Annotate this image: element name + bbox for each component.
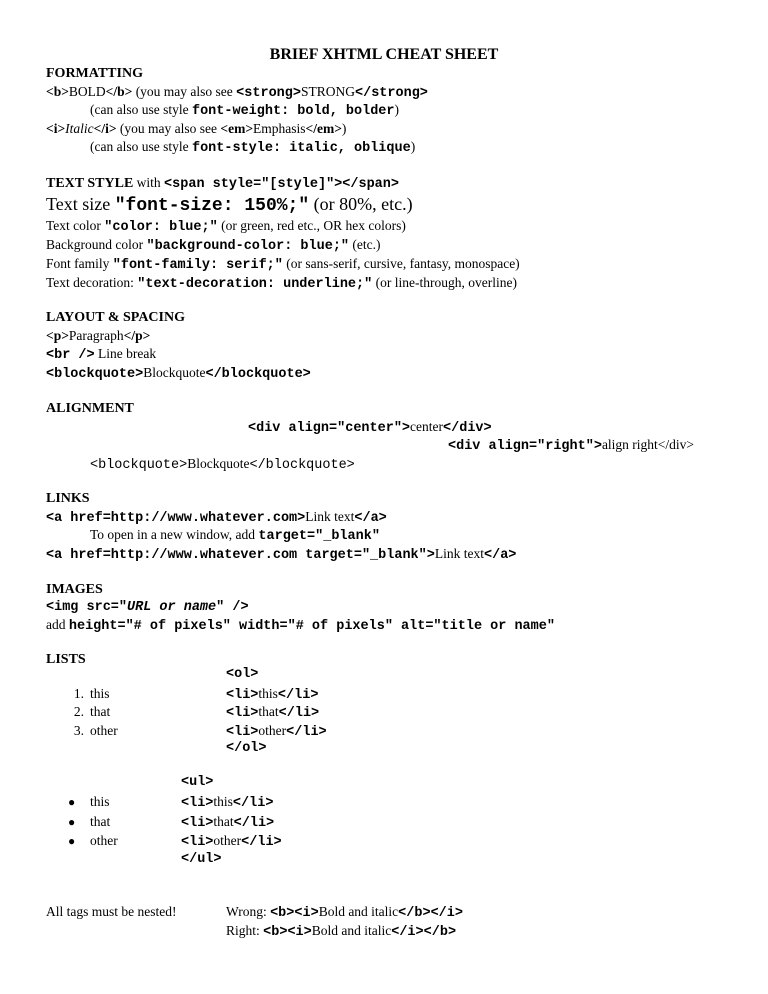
b-close: </b> xyxy=(105,84,133,99)
blockquote-line xyxy=(46,364,311,384)
li-text: this xyxy=(213,794,233,809)
align-right-text: align right</div> xyxy=(601,437,695,452)
li-close: </li> xyxy=(286,725,327,740)
link2-text: Link text xyxy=(434,546,484,561)
layout-heading: LAYOUT & SPACING xyxy=(46,310,185,325)
li-open: <li> xyxy=(181,835,214,850)
new-window-pre: To open in a new window, add xyxy=(90,527,259,542)
nesting-note: All tags must be nested! xyxy=(46,904,177,919)
align-bq-open: <blockquote> xyxy=(90,458,188,473)
br-tag: <br /> xyxy=(46,348,95,363)
align-center-open: <div align="center"> xyxy=(248,421,411,436)
ul-item-3: other xyxy=(90,833,118,848)
p-open: <p> xyxy=(46,328,69,343)
strong-open: <strong> xyxy=(236,86,301,101)
br-text: Line break xyxy=(94,346,157,361)
bullet-icon: ● xyxy=(68,834,76,848)
text-decoration-line xyxy=(46,274,517,294)
ul-code-1 xyxy=(181,793,273,813)
text-size-line xyxy=(46,193,413,217)
text-style-code: <span style="[style]"></span> xyxy=(164,177,399,192)
italic-style-code: font-style: italic, oblique xyxy=(191,141,411,156)
bg-color-post: (etc.) xyxy=(349,237,381,252)
br-line xyxy=(46,345,156,365)
li-text: other xyxy=(258,723,287,738)
ol-code-1 xyxy=(226,685,318,705)
bold-pre: (you may also see xyxy=(132,84,237,99)
li-close: </li> xyxy=(241,835,282,850)
italic-style-line xyxy=(90,138,415,158)
ul-code-2 xyxy=(181,813,274,833)
alignment-heading: ALIGNMENT xyxy=(46,401,134,416)
img-attrs-line xyxy=(46,616,555,636)
ol-code-3 xyxy=(226,722,327,742)
link1-open: <a href=http://www.whatever.com> xyxy=(46,511,306,526)
li-close: </li> xyxy=(233,816,275,831)
links-heading: LINKS xyxy=(46,491,90,506)
wrong-open: <b><i> xyxy=(270,906,319,921)
ol-close: </ol> xyxy=(226,741,267,756)
bold-style-code: font-weight: bold, bolder xyxy=(191,104,395,119)
paragraph-line xyxy=(46,327,150,345)
right-label: Right: xyxy=(226,923,264,938)
img-line xyxy=(46,597,249,617)
text-color-line xyxy=(46,217,406,237)
bold-style-line xyxy=(90,101,399,121)
p-close: </p> xyxy=(123,328,151,343)
bold-style-post: ) xyxy=(394,102,400,117)
text-style-heading: TEXT STYLE xyxy=(46,176,134,191)
li-text: this xyxy=(258,686,278,701)
li-open: <li> xyxy=(181,816,214,831)
font-family-post: (or sans-serif, cursive, fantasy, monospace) xyxy=(282,256,520,271)
strong-text: STRONG xyxy=(300,84,355,99)
strong-close: </strong> xyxy=(355,86,428,101)
wrong-label: Wrong: xyxy=(226,904,271,919)
wrong-text: Bold and italic xyxy=(318,904,399,919)
link1-close: </a> xyxy=(354,511,387,526)
em-open: <em> xyxy=(220,121,254,136)
li-open: <li> xyxy=(226,706,259,721)
li-open: <li> xyxy=(226,688,259,703)
bold-style-pre: (can also use style xyxy=(90,102,192,117)
bg-color-line xyxy=(46,236,381,256)
img-italic: URL or name xyxy=(127,600,217,615)
link2-close: </a> xyxy=(484,548,517,563)
align-right-line xyxy=(448,436,694,456)
right-open: <b><i> xyxy=(263,925,312,940)
formatting-heading: FORMATTING xyxy=(46,66,143,81)
align-center-close: </div> xyxy=(443,421,492,436)
img-open: <img src=" xyxy=(46,600,128,615)
bg-color-code: "background-color: blue;" xyxy=(146,239,350,254)
bullet-icon: ● xyxy=(68,795,76,809)
link1-line xyxy=(46,508,387,528)
link2-line xyxy=(46,545,516,565)
li-text: that xyxy=(258,704,279,719)
font-family-code: "font-family: serif;" xyxy=(112,258,283,273)
text-color-pre: Text color xyxy=(46,218,105,233)
li-text: other xyxy=(213,833,242,848)
ol-item-3: other xyxy=(90,723,118,738)
align-blockquote-line xyxy=(90,455,355,475)
li-open: <li> xyxy=(226,725,259,740)
align-center-line xyxy=(248,418,492,438)
i-open: <i> xyxy=(46,121,66,136)
ul-item-2: that xyxy=(90,814,111,829)
ul-open: <ul> xyxy=(181,775,214,790)
text-color-code: "color: blue;" xyxy=(104,220,218,235)
ul-item-1: this xyxy=(90,794,110,809)
text-color-post: (or green, red etc., OR hex colors) xyxy=(217,218,406,233)
bq-text: Blockquote xyxy=(143,365,206,380)
bg-color-pre: Background color xyxy=(46,237,147,252)
ul-close: </ul> xyxy=(181,852,222,867)
i-close: </i> xyxy=(93,121,117,136)
text-size-post: (or 80%, etc.) xyxy=(309,194,413,214)
text-decoration-code: "text-decoration: underline;" xyxy=(137,277,373,292)
img-attrs-pre: add xyxy=(46,617,69,632)
text-decoration-post: (or line-through, overline) xyxy=(372,275,517,290)
li-open: <li> xyxy=(181,796,214,811)
ol-code-2 xyxy=(226,703,319,723)
font-family-line xyxy=(46,255,520,275)
italic-pre: (you may also see xyxy=(116,121,221,136)
link2-open: <a href=http://www.whatever.com target="_blank"> xyxy=(46,548,435,563)
text-style-heading-line xyxy=(46,174,399,194)
align-right-open: <div align="right"> xyxy=(448,439,602,454)
align-bq-text: Blockquote xyxy=(187,456,250,471)
img-attrs-code: height="# of pixels" width="# of pixels" alt="title or name" xyxy=(68,619,555,634)
bold-text: BOLD xyxy=(68,84,106,99)
li-text: that xyxy=(213,814,234,829)
wrong-line xyxy=(226,903,463,923)
new-window-line xyxy=(90,526,380,546)
ol-num-1: 1. xyxy=(73,686,84,701)
em-text: Emphasis xyxy=(253,121,306,136)
new-window-code: target="_blank" xyxy=(258,529,380,544)
p-text: Paragraph xyxy=(68,328,124,343)
text-style-with: with xyxy=(133,175,165,190)
right-close: </i></b> xyxy=(391,925,457,940)
align-bq-close: </blockquote> xyxy=(249,458,355,473)
right-line xyxy=(226,922,456,942)
page-title: BRIEF XHTML CHEAT SHEET xyxy=(269,46,499,63)
bullet-icon: ● xyxy=(68,815,76,829)
bq-open: <blockquote> xyxy=(46,367,144,382)
italic-text: Italic xyxy=(65,121,94,136)
italic-style-pre: (can also use style xyxy=(90,139,192,154)
wrong-close: </b></i> xyxy=(398,906,463,921)
align-center-text: center xyxy=(410,419,444,434)
img-close: " /> xyxy=(216,600,249,615)
ul-code-3 xyxy=(181,832,282,852)
images-heading: IMAGES xyxy=(46,582,103,597)
ol-num-2: 2. xyxy=(73,704,84,719)
ol-item-2: that xyxy=(90,704,111,719)
ol-open: <ol> xyxy=(226,667,259,682)
li-close: </li> xyxy=(277,688,319,703)
b-open: <b> xyxy=(46,84,69,99)
bq-close: </blockquote> xyxy=(205,367,311,382)
italic-line xyxy=(46,120,346,138)
italic-style-post: ) xyxy=(410,139,416,154)
li-close: </li> xyxy=(278,706,320,721)
ol-item-1: this xyxy=(90,686,110,701)
li-close: </li> xyxy=(232,796,274,811)
font-family-pre: Font family xyxy=(46,256,113,271)
bold-line xyxy=(46,83,428,103)
text-size-code: "font-size: 150%;" xyxy=(114,196,310,216)
lists-heading: LISTS xyxy=(46,652,86,667)
em-close: </em> xyxy=(305,121,342,136)
right-text: Bold and italic xyxy=(311,923,392,938)
italic-post: ) xyxy=(341,121,347,136)
link1-text: Link text xyxy=(305,509,355,524)
ol-num-3: 3. xyxy=(73,723,84,738)
text-decoration-pre: Text decoration: xyxy=(46,275,138,290)
text-size-pre: Text size xyxy=(46,194,115,214)
